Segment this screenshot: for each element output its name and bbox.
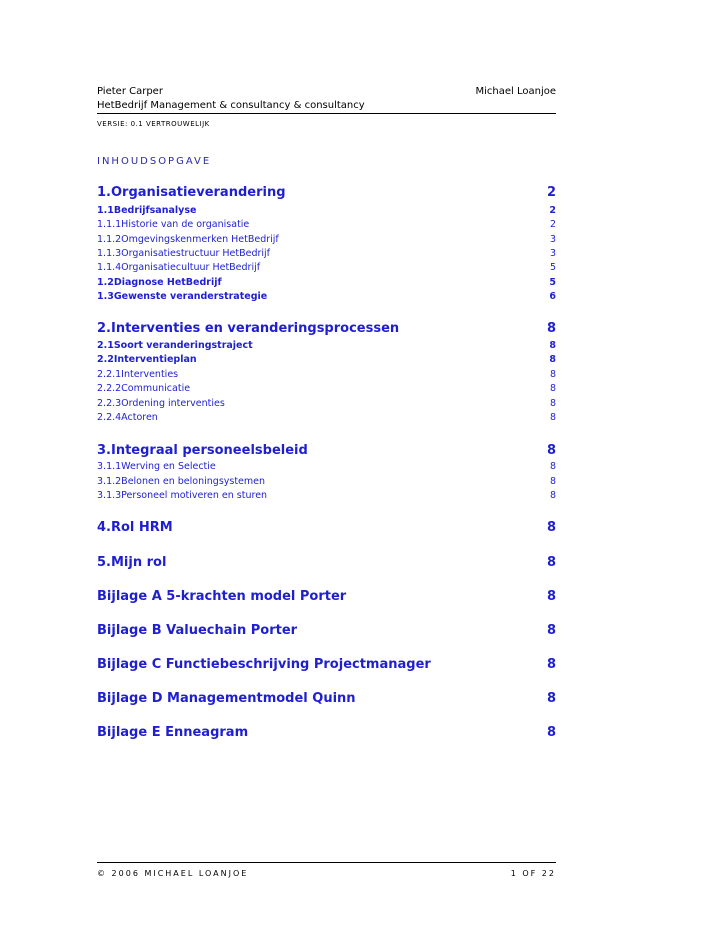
toc-entry-page: 2: [549, 219, 556, 230]
toc-entry-label: 2.2.1Interventies: [97, 369, 179, 380]
toc-title: INHOUDSOPGAVE: [97, 156, 212, 167]
toc-entry-page: 8: [546, 321, 556, 336]
toc-entry-chapter-2[interactable]: [97, 321, 556, 337]
toc-entry-page: 8: [549, 476, 556, 487]
toc-entry-appendix-e[interactable]: [97, 725, 556, 741]
toc-entry-section[interactable]: [97, 340, 556, 352]
toc-entry-subsection[interactable]: [97, 398, 556, 410]
toc-entry-page: 8: [549, 398, 556, 409]
toc-entry-appendix-b[interactable]: [97, 623, 556, 639]
footer: [97, 869, 556, 878]
toc-entry-label: 1.2Diagnose HetBedrijf: [97, 277, 222, 288]
toc-entry-label: Bijlage C Functiebeschrijving Projectmanager: [97, 657, 431, 672]
toc-entry-appendix-d[interactable]: [97, 691, 556, 707]
toc-entry-chapter-1[interactable]: [97, 185, 556, 201]
toc-entry-page: 8: [546, 623, 556, 638]
toc-entry-label: 2.Interventies en veranderingsprocessen: [97, 321, 400, 336]
toc-entry-subsection[interactable]: [97, 412, 556, 424]
toc-entry-label: 1.1Bedrijfsanalyse: [97, 205, 197, 216]
toc-entry-label: 1.1.4Organisatiecultuur HetBedrijf: [97, 262, 261, 273]
toc-entry-page: 8: [549, 461, 556, 472]
toc-entry-subsection[interactable]: [97, 219, 556, 231]
toc-entry-page: 8: [546, 725, 556, 740]
toc-entry-appendix-c[interactable]: [97, 657, 556, 673]
toc-entry-label: 2.2Interventieplan: [97, 354, 197, 365]
toc-entry-subsection[interactable]: [97, 248, 556, 260]
header-divider: [97, 113, 556, 114]
toc-entry-page: 8: [546, 520, 556, 535]
toc-entry-label: 1.1.1Historie van de organisatie: [97, 219, 250, 230]
toc-entry-page: 8: [549, 490, 556, 501]
toc-entry-label: 4.Rol HRM: [97, 520, 173, 535]
toc-entry-label: Bijlage A 5-krachten model Porter: [97, 589, 347, 604]
toc-entry-label: 1.1.3Organisatiestructuur HetBedrijf: [97, 248, 271, 259]
toc-entry-section[interactable]: [97, 205, 556, 217]
toc-entry-page: 8: [546, 443, 556, 458]
toc-entry-page: 3: [549, 234, 556, 245]
toc-entry-section[interactable]: [97, 291, 556, 303]
toc-entry-label: Bijlage D Managementmodel Quinn: [97, 691, 356, 706]
footer-copyright: © 2006 MICHAEL LOANJOE: [97, 869, 249, 878]
toc-entry-label: 1.3Gewenste veranderstrategie: [97, 291, 268, 302]
toc-entry-page: 8: [549, 383, 556, 394]
toc-entry-label: Bijlage B Valuechain Porter: [97, 623, 298, 638]
toc-entry-label: 2.2.3Ordening interventies: [97, 398, 225, 409]
toc-entry-label: 2.1Soort veranderingstraject: [97, 340, 253, 351]
toc-entry-page: 5: [549, 262, 556, 273]
toc-entry-chapter-3[interactable]: [97, 443, 556, 459]
toc-entry-subsection[interactable]: [97, 461, 556, 473]
toc-entry-page: 2: [549, 205, 556, 216]
toc-entry-section[interactable]: [97, 277, 556, 289]
header-names-row: [97, 86, 556, 98]
header-contact: Michael Loanjoe: [475, 86, 556, 97]
toc-entry-page: 8: [549, 354, 556, 365]
toc-entry-subsection[interactable]: [97, 262, 556, 274]
toc-entry-page: 8: [546, 657, 556, 672]
footer-page-number: 1 OF 22: [510, 869, 556, 878]
toc-entry-page: 8: [546, 589, 556, 604]
toc-entry-appendix-a[interactable]: [97, 589, 556, 605]
toc-entry-label: 3.1.3Personeel motiveren en sturen: [97, 490, 268, 501]
toc-entry-label: 3.1.1Werving en Selectie: [97, 461, 216, 472]
header-subtitle: HetBedrijf Management & consultancy & consultancy: [97, 100, 365, 111]
toc-entry-subsection[interactable]: [97, 490, 556, 502]
toc-entry-label: 2.2.4Actoren: [97, 412, 158, 423]
toc-entry-subsection[interactable]: [97, 476, 556, 488]
toc-entry-section[interactable]: [97, 354, 556, 366]
toc-entry-page: 2: [546, 185, 556, 200]
toc-entry-page: 6: [549, 291, 556, 302]
toc-entry-subsection[interactable]: [97, 234, 556, 246]
toc-entry-page: 8: [549, 340, 556, 351]
toc-entry-label: 3.Integraal personeelsbeleid: [97, 443, 308, 458]
toc-entry-chapter-4[interactable]: [97, 520, 556, 536]
header-author: Pieter Carper: [97, 86, 163, 97]
header-version: VERSIE: 0.1 VERTROUWELIJK: [97, 120, 210, 128]
toc-entry-subsection[interactable]: [97, 383, 556, 395]
toc-entry-subsection[interactable]: [97, 369, 556, 381]
toc-entry-page: 5: [549, 277, 556, 288]
toc-entry-label: 5.Mijn rol: [97, 555, 167, 570]
toc-entry-page: 8: [546, 691, 556, 706]
toc-entry-label: 2.2.2Communicatie: [97, 383, 191, 394]
toc-entry-page: 8: [546, 555, 556, 570]
toc-entry-page: 8: [549, 369, 556, 380]
footer-divider: [97, 862, 556, 863]
header-subtitle-row: [97, 100, 556, 112]
document-page: [97, 0, 556, 942]
toc-entry-label: 3.1.2Belonen en beloningsystemen: [97, 476, 266, 487]
toc-entry-page: 8: [549, 412, 556, 423]
toc-entry-page: 3: [549, 248, 556, 259]
toc-entry-chapter-5[interactable]: [97, 555, 556, 571]
toc-entry-label: Bijlage E Enneagram: [97, 725, 249, 740]
toc-entry-label: 1.1.2Omgevingskenmerken HetBedrijf: [97, 234, 279, 245]
toc-entry-label: 1.Organisatieverandering: [97, 185, 286, 200]
